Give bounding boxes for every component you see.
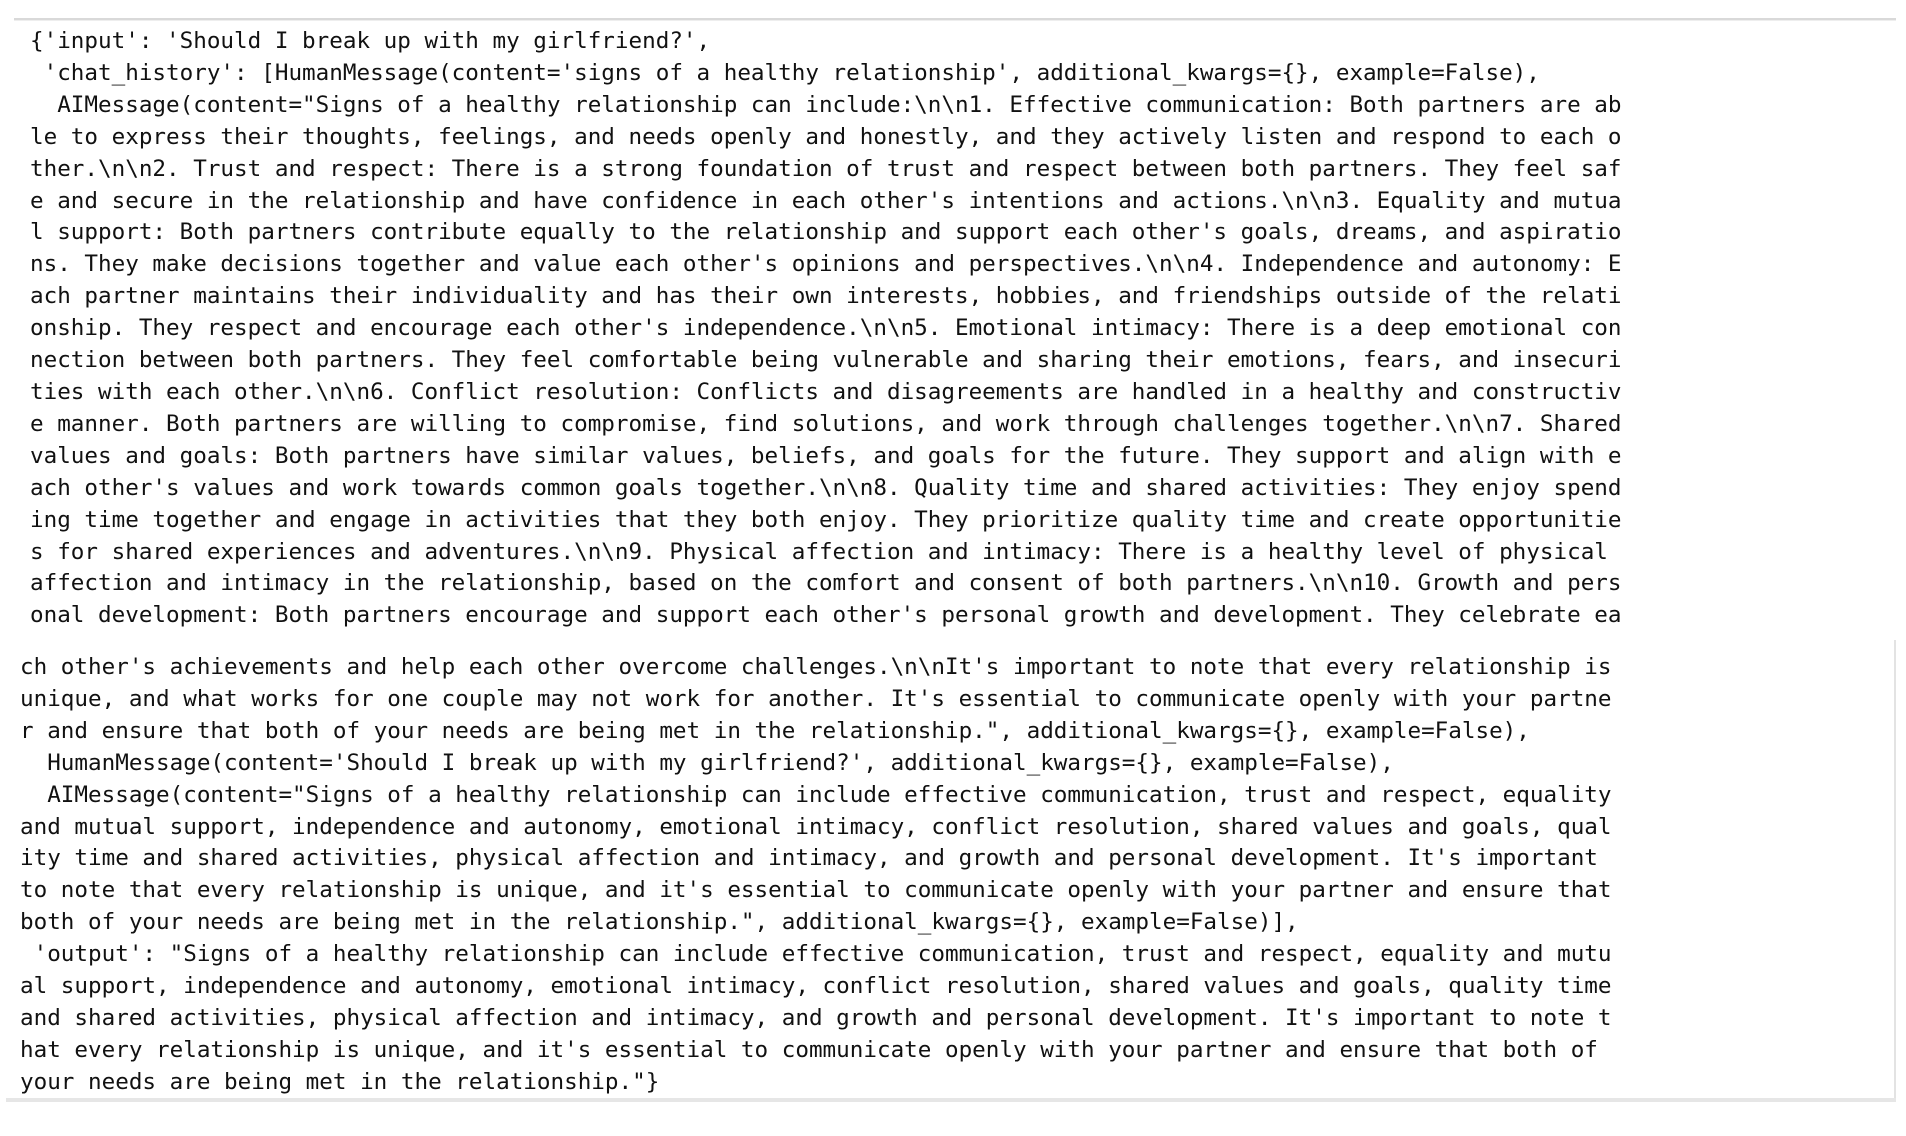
output-cell-top	[14, 18, 1896, 634]
output-line: values and goals: Both partners have similar values, beliefs, and goals for the future. They support and align with e	[30, 442, 1622, 469]
output-line: to note that every relationship is unique, and it's essential to communicate openly with your partner and ensure that	[20, 877, 1612, 904]
output-line: and shared activities, physical affection and intimacy, and growth and personal development. It's important to note t	[20, 1004, 1612, 1031]
output-line: unique, and what works for one couple may not work for another. It's essential to communicate openly with your partne	[20, 685, 1612, 712]
output-line: e manner. Both partners are willing to compromise, find solutions, and work through challenges together.\n\n7. Shared	[30, 410, 1622, 437]
output-line: AIMessage(content="Signs of a healthy relationship can include effective communication, trust and respect, equality	[20, 781, 1612, 808]
output-line: al support, independence and autonomy, emotional intimacy, conflict resolution, shared values and goals, quality time	[20, 973, 1612, 1000]
output-text-bottom	[20, 652, 1896, 1099]
output-line: nection between both partners. They feel comfortable being vulnerable and sharing their emotions, fears, and insecuri	[30, 347, 1622, 374]
cell-divider	[1894, 640, 1896, 1098]
output-line: l support: Both partners contribute equally to the relationship and support each other's goals, dreams, and aspiratio	[30, 219, 1622, 246]
output-line: ity time and shared activities, physical affection and intimacy, and growth and personal development. It's important	[20, 845, 1598, 872]
output-line: e and secure in the relationship and have confidence in each other's intentions and actions.\n\n3. Equality and mutua	[30, 187, 1622, 214]
output-line: {'input': 'Should I break up with my girlfriend?',	[30, 28, 711, 54]
output-line: 'output': "Signs of a healthy relationship can include effective communication, trust and respect, equality and mutu	[20, 941, 1612, 968]
output-line: onal development: Both partners encourage and support each other's personal growth and development. They celebrate ea	[30, 602, 1622, 629]
output-line: ach partner maintains their individuality and has their own interests, hobbies, and friendships outside of the relati	[30, 283, 1622, 310]
output-line: ach other's values and work towards common goals together.\n\n8. Quality time and shared activities: They enjoy spend	[30, 474, 1622, 501]
output-line: ch other's achievements and help each other overcome challenges.\n\nIt's important to note that every relationship is	[20, 654, 1612, 680]
output-line: r and ensure that both of your needs are being met in the relationship.", additional_kwargs={}, example=False),	[20, 717, 1530, 744]
output-line: and mutual support, independence and autonomy, emotional intimacy, conflict resolution, shared values and goals, qual	[20, 813, 1612, 840]
output-line: ther.\n\n2. Trust and respect: There is a strong foundation of trust and respect between both partners. They feel saf	[30, 155, 1622, 182]
output-line: onship. They respect and encourage each other's independence.\n\n5. Emotional intimacy: There is a deep emotional con	[30, 315, 1622, 342]
output-line: s for shared experiences and adventures.\n\n9. Physical affection and intimacy: There is a healthy level of physical	[30, 538, 1608, 565]
output-line: 'chat_history': [HumanMessage(content='signs of a healthy relationship', additional_kwargs={}, example=False),	[30, 59, 1540, 86]
output-line: affection and intimacy in the relationship, based on the comfort and consent of both partners.\n\n10. Growth and pers	[30, 570, 1622, 597]
output-line: ing time together and engage in activities that they both enjoy. They prioritize quality time and create opportunitie	[30, 506, 1622, 533]
output-text-top	[30, 26, 1896, 632]
output-line: ties with each other.\n\n6. Conflict resolution: Conflicts and disagreements are handled in a healthy and constructiv	[30, 378, 1622, 405]
output-line: hat every relationship is unique, and it's essential to communicate openly with your partner and ensure that both of	[20, 1036, 1598, 1063]
output-line: ns. They make decisions together and value each other's opinions and perspectives.\n\n4. Independence and autonomy: E	[30, 251, 1622, 278]
output-line: HumanMessage(content='Should I break up with my girlfriend?', additional_kwargs={}, example=False),	[20, 749, 1394, 776]
output-cell-bottom	[6, 640, 1896, 1102]
output-line: both of your needs are being met in the relationship.", additional_kwargs={}, example=False)],	[20, 909, 1299, 936]
output-line: your needs are being met in the relationship."}	[20, 1068, 660, 1095]
output-line: le to express their thoughts, feelings, and needs openly and honestly, and they actively listen and respond to each o	[30, 123, 1622, 150]
output-line: AIMessage(content="Signs of a healthy relationship can include:\n\n1. Effective communication: Both partners are ab	[30, 91, 1622, 118]
